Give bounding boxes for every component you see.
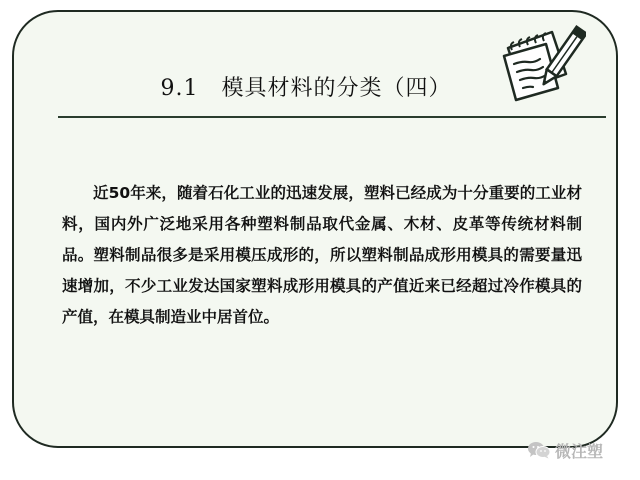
watermark (527, 440, 603, 460)
title-divider (58, 116, 606, 118)
wechat-icon (527, 441, 551, 459)
page-title: 9.1 模具材料的分类（四） (160, 76, 452, 101)
body-paragraph: 近50年来，随着石化工业的迅速发展，塑料已经成为十分重要的工业材料，国内外广泛地采用各种塑料制品取代金属、木材、皮革等传统材料制品。塑料制品很多是采用模压成形的，所以塑料制品成形用模具的需要量迅速增加，不少工业发达国家塑料成形用模具的产值近来已经超过冷作模具的产值，在模具制造业中居首位。 (62, 184, 582, 326)
watermark-label: 微注塑 (555, 441, 604, 461)
